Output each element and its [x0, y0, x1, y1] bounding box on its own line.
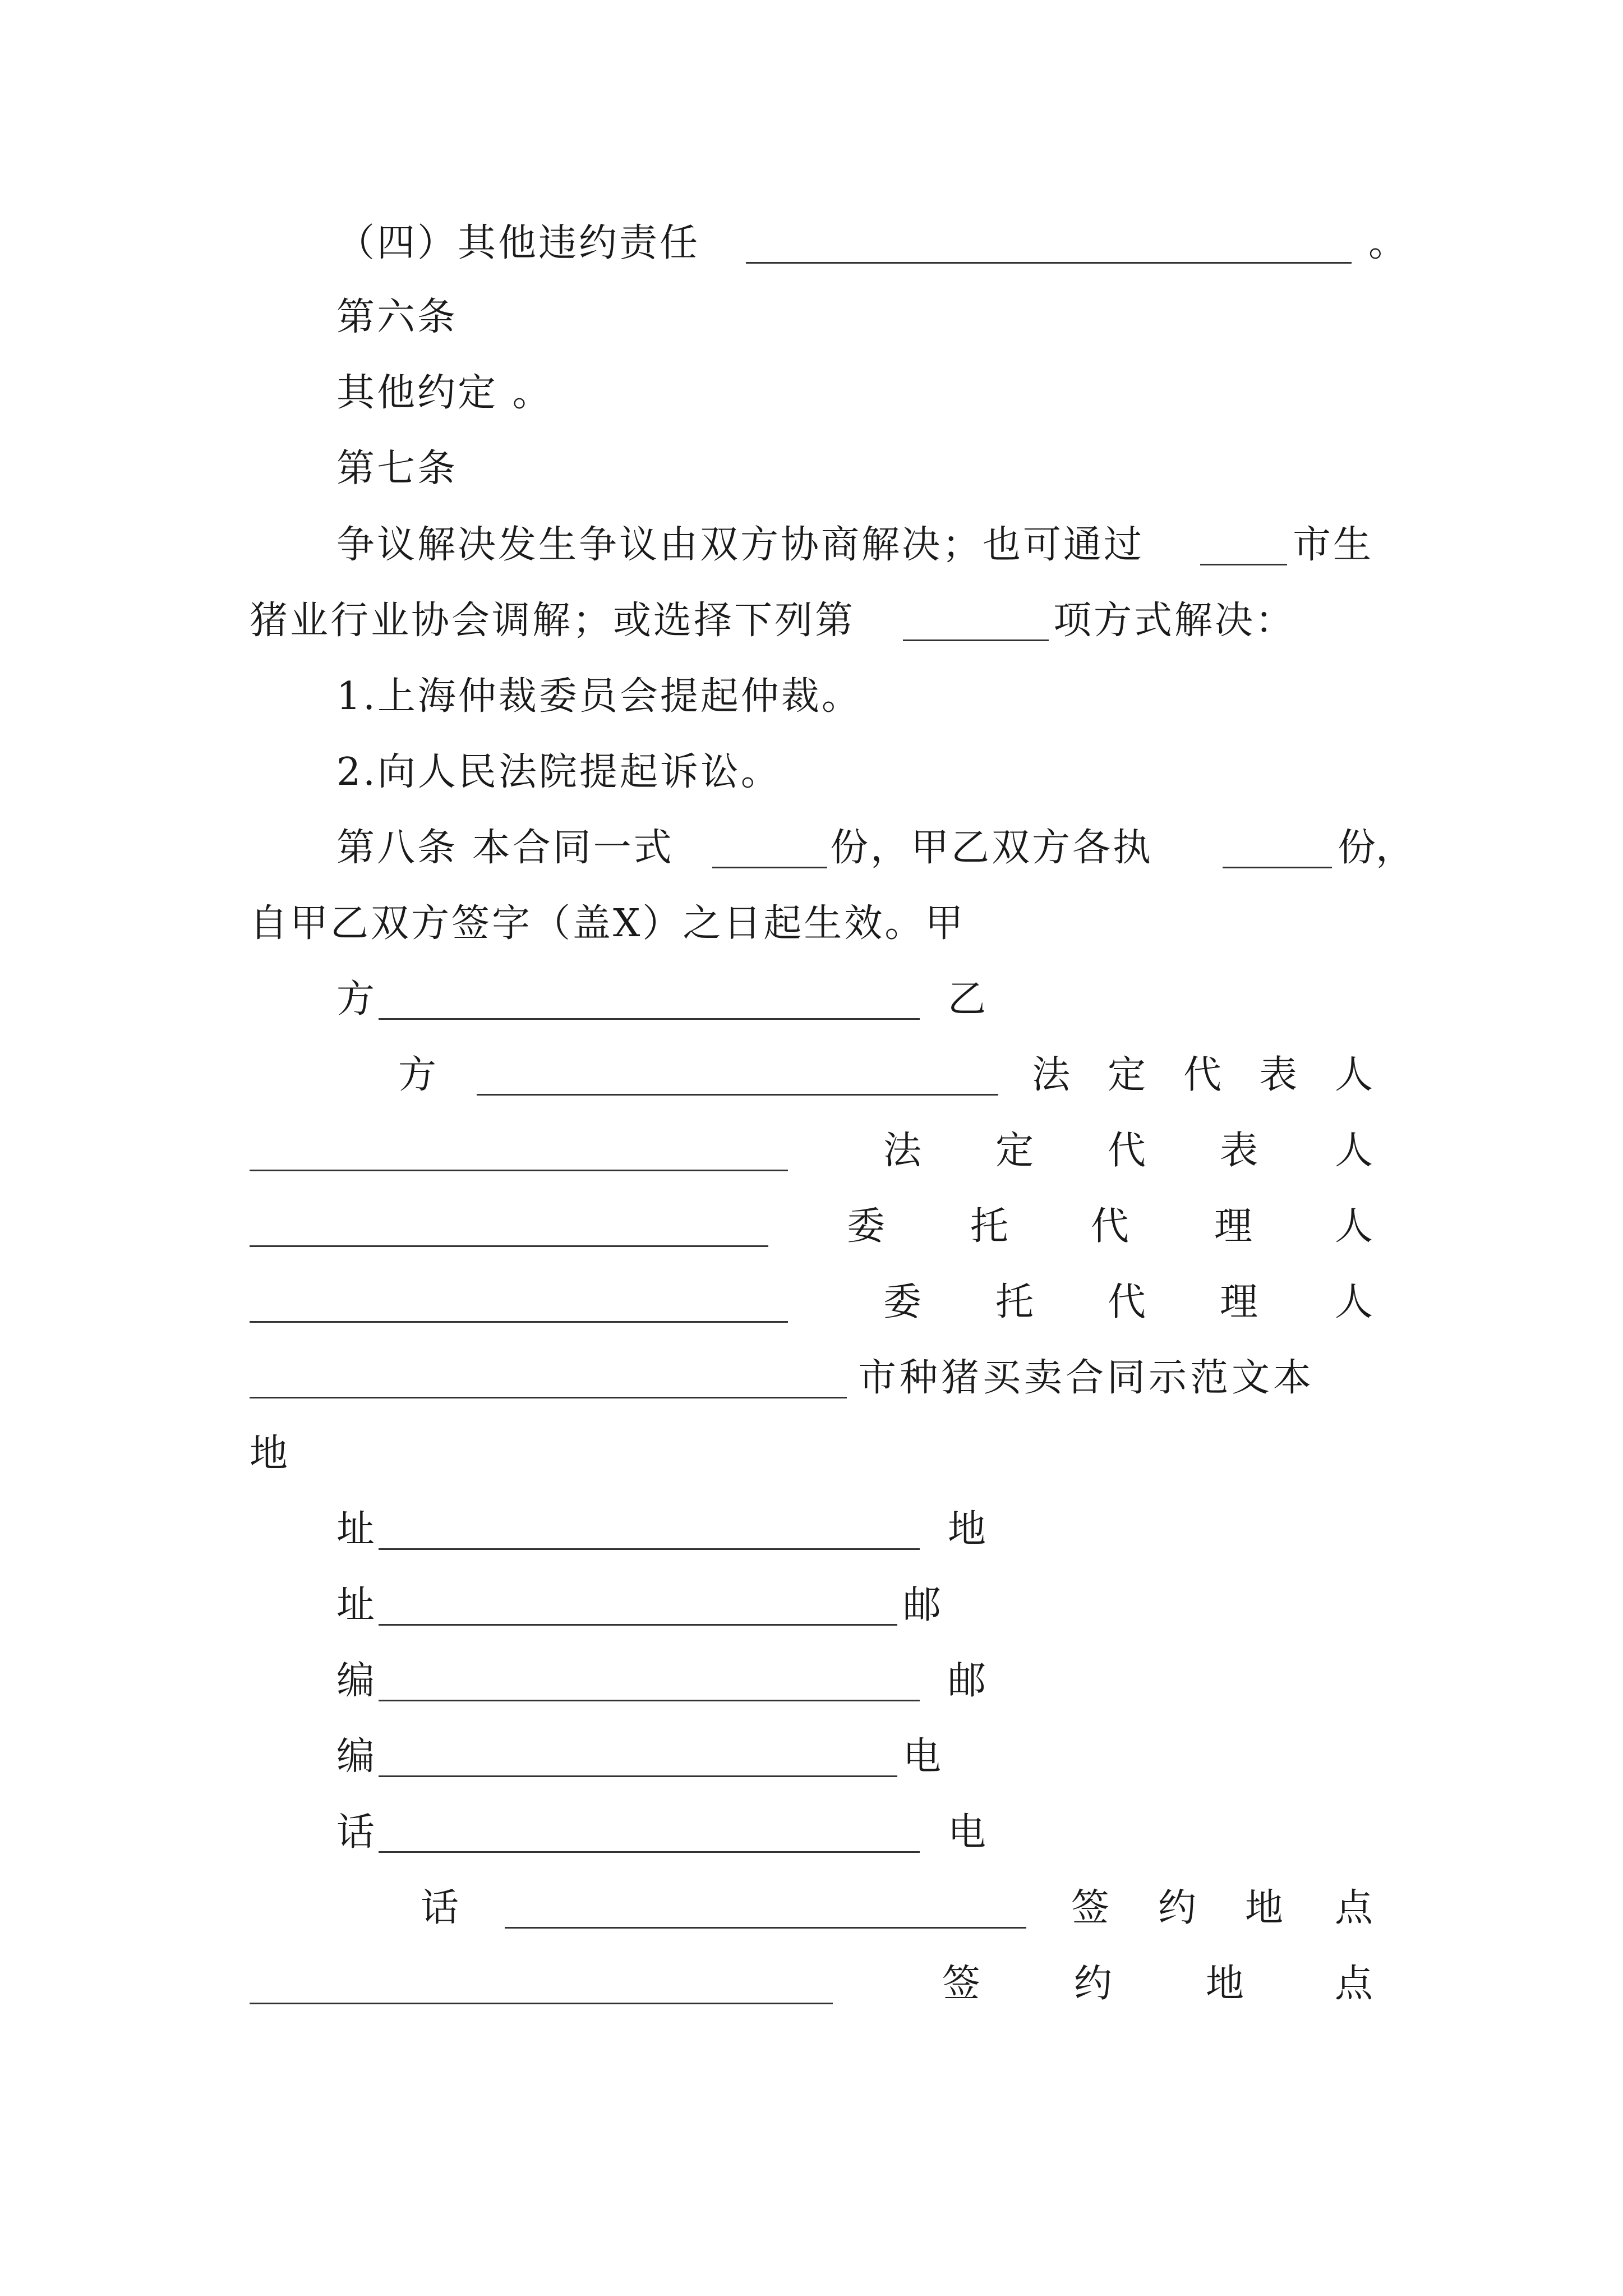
blank-line [250, 2003, 833, 2004]
postcode-label-start: 邮 [948, 1659, 986, 1703]
signing-place-char: 签 [942, 1962, 981, 2006]
party-b-label-end: 方 [398, 1053, 437, 1097]
blank-line [1223, 867, 1332, 868]
article-8-text-end: 份， [1338, 826, 1414, 870]
blank-line [746, 262, 1352, 264]
signing-place-char: 签 [1071, 1886, 1110, 1930]
running-footer-title: 市种猪买卖合同示范文本 [858, 1356, 1315, 1400]
blank-line [379, 1851, 920, 1853]
agent-char: 代 [1108, 1280, 1146, 1324]
dispute-text-cont: 猪业行业协会调解；或选择下列第 [250, 599, 856, 643]
blank-line [477, 1094, 998, 1096]
blank-line [712, 867, 827, 868]
legal-rep-char: 人 [1335, 1053, 1373, 1097]
article-6-heading: 第六条 [336, 295, 458, 339]
legal-rep-char: 法 [883, 1129, 922, 1173]
agent-char: 托 [970, 1204, 1009, 1249]
dispute-text-tail: 项方式解决： [1053, 599, 1296, 643]
effective-clause: 自甲乙双方签字（盖X）之日起生效。甲 [250, 901, 966, 946]
blank-line [903, 639, 1049, 641]
option-2: 2.向人民法院提起诉讼。 [336, 750, 781, 794]
blank-line [379, 1548, 920, 1550]
postcode-label-end: 编 [336, 1734, 375, 1779]
phone-label-end: 话 [421, 1886, 459, 1930]
signing-place-char: 约 [1074, 1962, 1113, 2006]
legal-rep-char: 定 [1108, 1053, 1146, 1097]
signing-place-char: 地 [1206, 1962, 1244, 2006]
party-b-label: 乙 [948, 977, 986, 1022]
other-agreements: 其他约定 。 [336, 371, 553, 415]
postcode-label-end: 编 [336, 1659, 375, 1703]
blank-line [379, 1700, 920, 1701]
blank-line [250, 1245, 768, 1247]
agent-char: 托 [995, 1280, 1034, 1324]
legal-rep-char: 代 [1108, 1129, 1146, 1173]
phone-label-start: 电 [948, 1810, 986, 1855]
agent-char: 委 [847, 1204, 886, 1249]
agent-char: 委 [883, 1280, 922, 1324]
other-liability-label: （四）其他违约责任 [336, 221, 700, 265]
agent-char: 理 [1214, 1204, 1253, 1249]
blank-line [379, 1775, 897, 1777]
blank-line [379, 1018, 920, 1020]
address-label-end: 址 [336, 1583, 375, 1627]
signing-place-char: 点 [1335, 1886, 1373, 1930]
legal-rep-char: 法 [1032, 1053, 1071, 1097]
agent-char: 代 [1091, 1204, 1129, 1249]
agent-char: 人 [1335, 1204, 1373, 1249]
blank-line [505, 1927, 1026, 1929]
article-8-text-mid: 份，甲乙双方各执 [830, 826, 1154, 870]
signing-place-char: 地 [1245, 1886, 1284, 1930]
agent-char: 理 [1220, 1280, 1258, 1324]
blank-line [379, 1624, 897, 1626]
legal-rep-char: 代 [1183, 1053, 1222, 1097]
legal-rep-char: 表 [1259, 1053, 1298, 1097]
legal-rep-char: 表 [1220, 1129, 1258, 1173]
blank-line [1200, 564, 1287, 565]
blank-line [250, 1321, 788, 1323]
phone-label-end: 话 [336, 1810, 375, 1855]
article-7-heading: 第七条 [336, 447, 458, 491]
address-label-end: 址 [336, 1507, 375, 1552]
phone-label-start: 电 [903, 1734, 942, 1779]
blank-line [250, 1397, 847, 1398]
dispute-text-end: 市生 [1293, 523, 1374, 567]
legal-rep-char: 人 [1335, 1129, 1373, 1173]
signing-place-char: 点 [1335, 1962, 1373, 2006]
signing-place-char: 约 [1158, 1886, 1197, 1930]
party-a-label-end: 方 [336, 977, 375, 1022]
option-1: 1.上海仲裁委员会提起仲裁。 [336, 674, 862, 719]
address-label-start: 地 [948, 1507, 986, 1552]
blank-line [250, 1170, 788, 1171]
agent-char: 人 [1335, 1280, 1373, 1324]
article-8-text: 第八条 本合同一式 [336, 826, 674, 870]
legal-rep-char: 定 [995, 1129, 1034, 1173]
address-label-start: 地 [250, 1432, 288, 1476]
dispute-resolution-text: 争议解决发生争议由双方协商解决；也可通过 [336, 523, 1145, 567]
postcode-label-start: 邮 [903, 1583, 942, 1627]
period: 。 [1368, 221, 1407, 265]
